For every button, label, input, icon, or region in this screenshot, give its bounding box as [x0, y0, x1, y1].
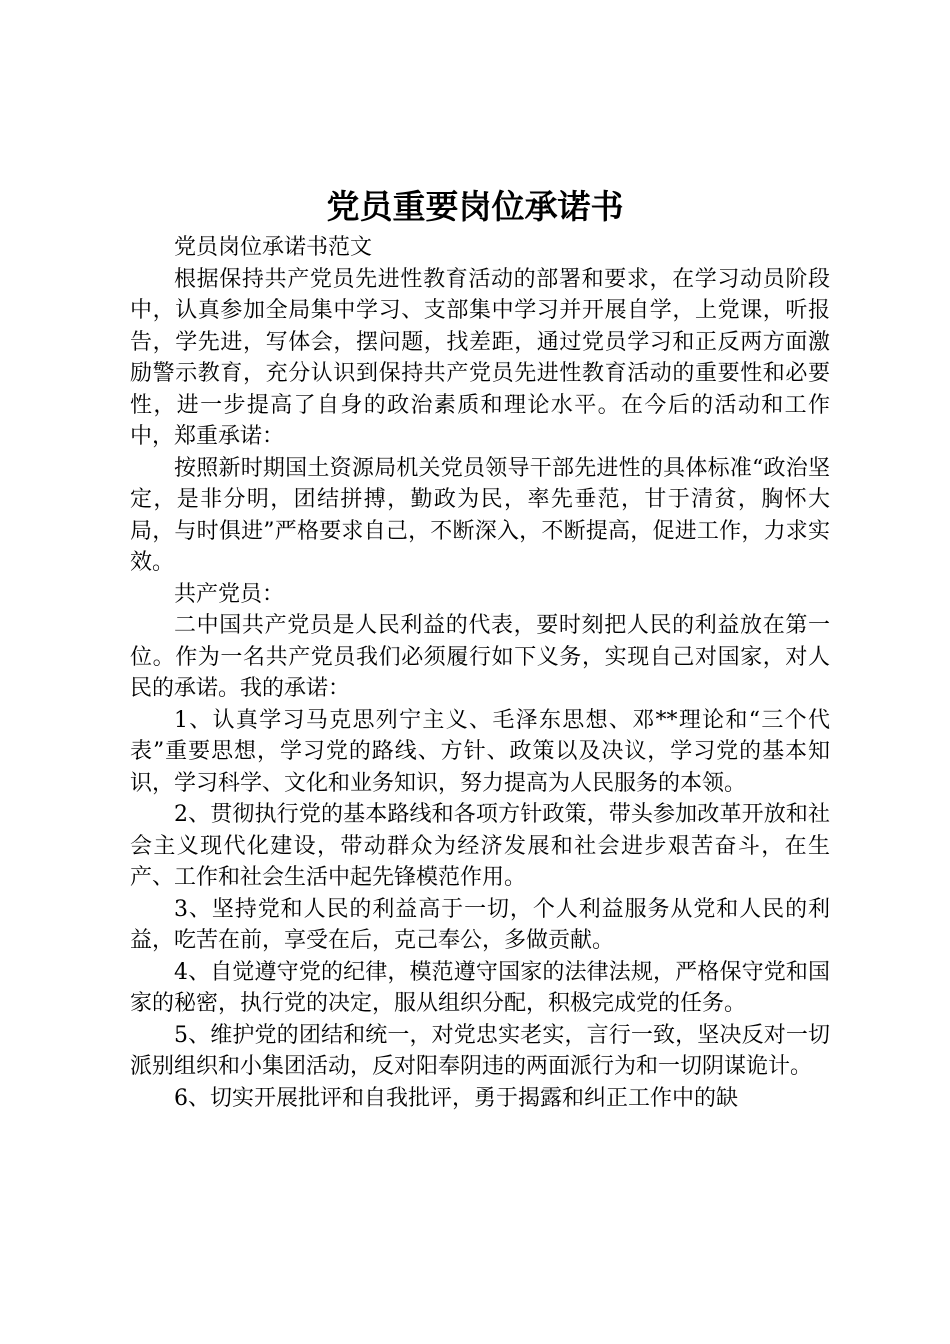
paragraph-intro: 根据保持共产党员先进性教育活动的部署和要求，在学习动员阶段中，认真参加全局集中学习、支部集中学习并开展自学，上党课，听报告，学先进，写体会，摆问题，找差距，通过党员学习和正反两方面激励警示教育，充分认识到保持共产党员先进性教育活动的重要性和必要性，进一步提高了自身的政治素质和理论水平。在今后的活动和工作中，郑重承诺：	[130, 266, 830, 449]
paragraph-standard: 按照新时期国土资源局机关党员领导干部先进性的具体标准“政治坚定，是非分明，团结拼搏，勤政为民，率先垂范，甘于清贫，胸怀大局，与时俱进”严格要求自己，不断深入，不断提高，促进工作，力求实效。	[130, 455, 830, 575]
paragraph-obligation: 二中国共产党员是人民利益的代表，要时刻把人民的利益放在第一位。作为一名共产党员我们必须履行如下义务，实现自己对国家，对人民的承诺。我的承诺：	[130, 613, 830, 701]
paragraph-item-3: 3、坚持党和人民的利益高于一切，个人利益服务从党和人民的利益，吃苦在前，享受在后，克己奉公，多做贡献。	[130, 896, 830, 953]
document-title: 党员重要岗位承诺书	[326, 187, 624, 226]
paragraph-item-2: 2、贯彻执行党的基本路线和各项方针政策，带头参加改革开放和社会主义现代化建设，带动群众为经济发展和社会进步艰苦奋斗，在生产、工作和社会生活中起先锋模范作用。	[130, 802, 830, 890]
paragraph-item-5: 5、维护党的团结和统一，对党忠实老实，言行一致，坚决反对一切派别组织和小集团活动，反对阳奉阴违的两面派行为和一切阴谋诡计。	[130, 1022, 830, 1079]
paragraph-item-4: 4、自觉遵守党的纪律，模范遵守国家的法律法规，严格保守党和国家的秘密，执行党的决定，服从组织分配，积极完成党的任务。	[130, 959, 830, 1016]
paragraph-item-1: 1、认真学习马克思列宁主义、毛泽东思想、邓**理论和“三个代表”重要思想，学习党的路线、方针、政策以及决议，学习党的基本知识，学习科学、文化和业务知识，努力提高为人民服务的本领。	[130, 707, 830, 796]
paragraph-heading-member: 共产党员：	[174, 581, 285, 607]
paragraph-subtitle: 党员岗位承诺书范文	[174, 235, 373, 260]
paragraph-item-6: 6、切实开展批评和自我批评，勇于揭露和纠正工作中的缺	[174, 1085, 738, 1111]
document-body	[130, 232, 830, 1114]
